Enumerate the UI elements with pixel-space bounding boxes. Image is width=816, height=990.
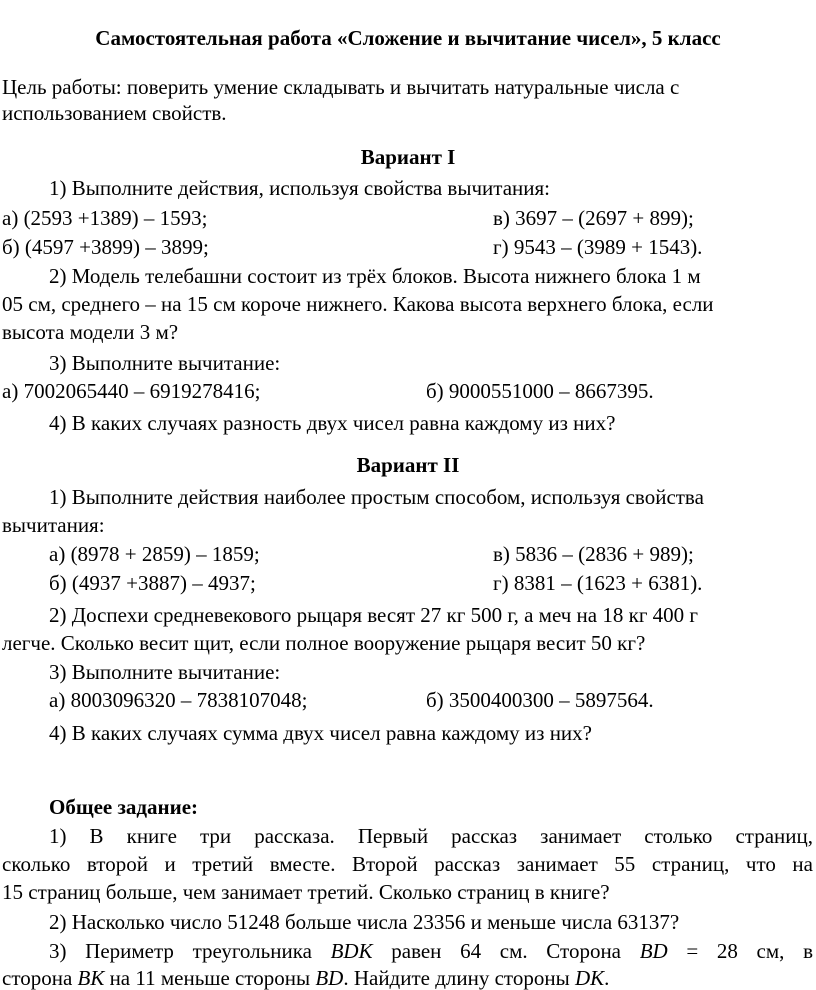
v2-task1-a: а) (8978 + 2859) – 1859; [49, 542, 260, 566]
v2-task2-line1: 2) Доспехи средневекового рыцаря весят 27 кг 500 г, а меч на 18 кг 400 г [49, 603, 699, 627]
v1-task2-line3: высота модели 3 м? [2, 320, 179, 344]
v2-task4: 4) В каких случаях сумма двух чисел равна каждому из них? [49, 721, 592, 745]
goal-line-2: использованием свойств. [2, 101, 227, 125]
common-task2: 2) Насколько число 51248 больше числа 23356 и меньше числа 63137? [49, 910, 680, 934]
v2-task1-v: в) 5836 – (2836 + 989); [493, 542, 694, 566]
v1-task2-line1: 2) Модель телебашни состоит из трёх блоков. Высота нижнего блока 1 м [49, 264, 701, 288]
v2-task1-g: г) 8381 – (1623 + 6381). [493, 571, 703, 595]
v2-task3: 3) Выполните вычитание: [49, 660, 281, 684]
common-task1-line1: 1) В книге три рассказа. Первый рассказ занимает столько страниц, [49, 824, 813, 848]
t3-triangle-name: BDK [330, 939, 373, 963]
common-task3-line2 [2, 966, 609, 990]
t3-text-c: = 28 см, в [667, 939, 814, 963]
t3-text-d: сторона [2, 966, 78, 990]
t3-text-e: на 11 меньше стороны [104, 966, 316, 990]
v2-task1-line1: 1) Выполните действия наиболее простым способом, используя свойства [49, 485, 704, 509]
common-task3-line1 [49, 939, 813, 963]
common-task1-line2: сколько второй и третий вместе. Второй рассказ занимает 55 страниц, что на [2, 852, 813, 876]
common-task1-line3: 15 страниц больше, чем занимает третий. Сколько страниц в книге? [2, 880, 610, 904]
t3-text-b: равен 64 см. Сторона [372, 939, 640, 963]
v1-task1-b: б) (4597 +3899) – 3899; [2, 235, 209, 259]
v1-task3: 3) Выполните вычитание: [49, 351, 281, 375]
v1-task3-b: б) 9000551000 – 8667395. [426, 379, 654, 403]
t3-side-bd: BD [639, 939, 668, 963]
v1-task2-line2: 05 см, среднего – на 15 см короче нижнего. Какова высота верхнего блока, если [2, 292, 714, 316]
v2-task1-b: б) (4937 +3887) – 4937; [49, 571, 256, 595]
t3-text-a: 3) Периметр треугольника [49, 939, 331, 963]
v1-task1-v: в) 3697 – (2697 + 899); [493, 206, 694, 230]
common-heading: Общее задание: [49, 795, 199, 819]
v2-task3-a: а) 8003096320 – 7838107048; [49, 688, 308, 712]
v1-task4: 4) В каких случаях разность двух чисел равна каждому из них? [49, 411, 616, 435]
page-title: Самостоятельная работа «Сложение и вычитание чисел», 5 класс [95, 26, 721, 50]
v1-task1-g: г) 9543 – (3989 + 1543). [493, 235, 703, 259]
v2-task2-line2: легче. Сколько весит щит, если полное вооружение рыцаря весит 50 кг? [2, 631, 646, 655]
t3-text-g: . [604, 966, 610, 990]
v2-task3-b: б) 3500400300 – 5897564. [426, 688, 654, 712]
t3-side-dk: DK [574, 966, 605, 990]
variant1-heading: Вариант I [360, 145, 456, 169]
variant2-heading: Вариант II [356, 453, 460, 477]
v1-task1: 1) Выполните действия, используя свойства вычитания: [49, 176, 550, 200]
t3-side-bd-2: BD [315, 966, 344, 990]
goal-line-1: Цель работы: поверить умение складывать и вычитать натуральные числа с [2, 75, 680, 99]
t3-side-bk: ВК [77, 966, 105, 990]
v1-task1-a: а) (2593 +1389) – 1593; [2, 206, 208, 230]
t3-text-f: . Найдите длину стороны [343, 966, 575, 990]
v1-task3-a: а) 7002065440 – 6919278416; [2, 379, 261, 403]
v2-task1-line2: вычитания: [2, 513, 105, 537]
